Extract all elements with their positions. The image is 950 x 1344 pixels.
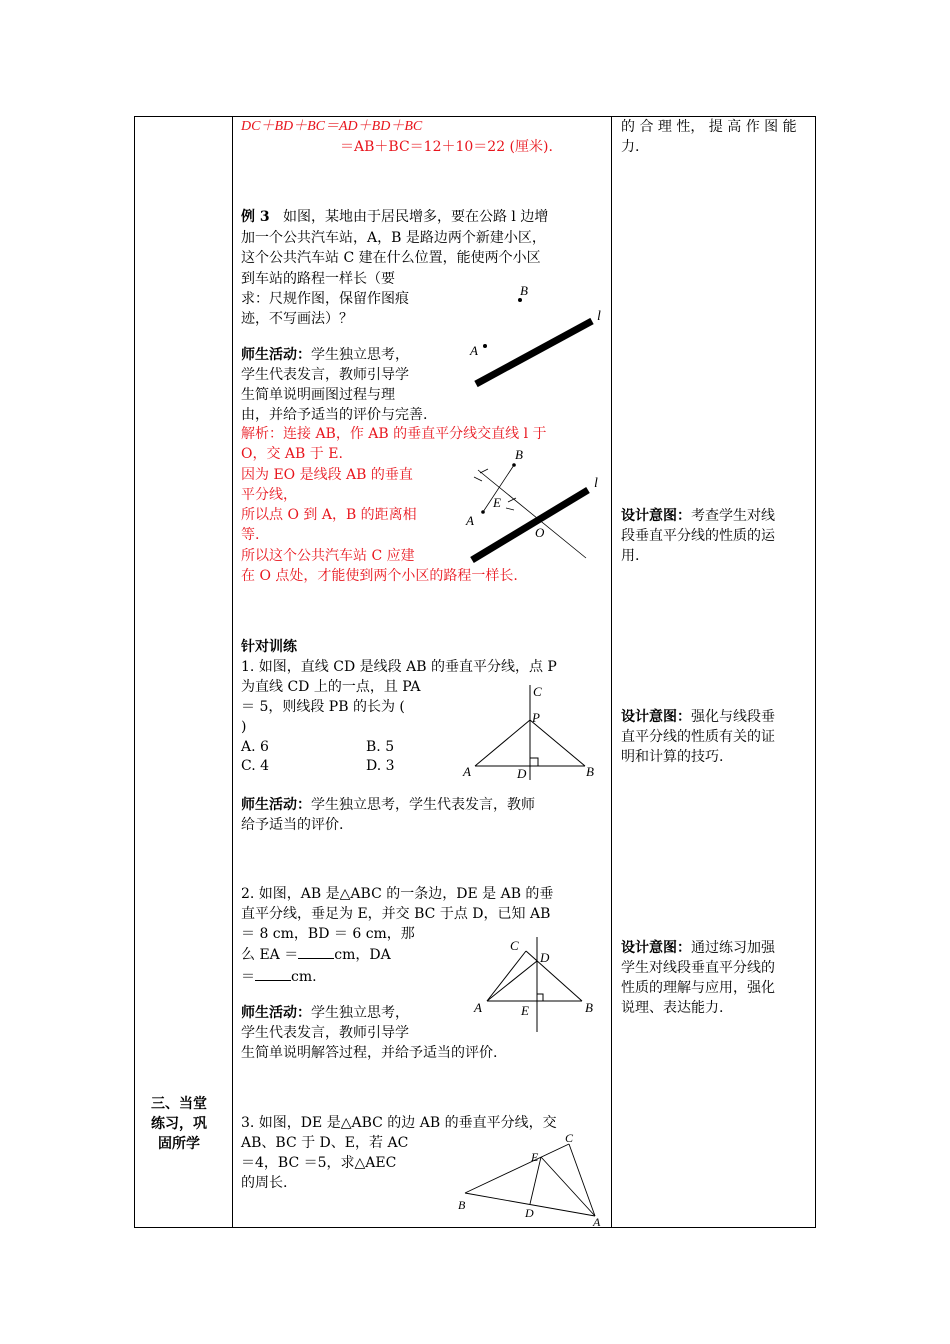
point-b bbox=[518, 298, 522, 302]
solution-line: 在 O 点处，才能使到两个小区的路程一样长. bbox=[241, 568, 518, 584]
label-d: D bbox=[525, 1206, 534, 1220]
answer-blank bbox=[298, 944, 334, 959]
activity-text-line: 由，并给予适当的评价与完善. bbox=[241, 407, 428, 423]
answer-blank bbox=[255, 966, 291, 981]
segment-de bbox=[530, 1157, 541, 1204]
activity-text-line: 学生独立思考， bbox=[311, 1005, 409, 1021]
segment-bc bbox=[465, 1144, 569, 1193]
example-3-text-line: 求：尺规作图，保留作图痕 bbox=[241, 291, 409, 307]
question-2-line: 2. 如图，AB 是△ABC 的一条边，DE 是 AB 的垂 bbox=[241, 886, 554, 902]
option-a: A. 6 bbox=[241, 739, 269, 755]
example-3-text-line: 加一个公共汽车站，A，B 是路边两个新建小区， bbox=[241, 230, 546, 246]
label-a: A bbox=[463, 764, 471, 779]
solution-line: 所以这个公共汽车站 C 应建 bbox=[241, 548, 415, 564]
calc-line-1: DC＋BD＋BC＝AD＋BD＋BC bbox=[241, 119, 423, 134]
design-cont-line: 力. bbox=[621, 139, 640, 155]
intent-line: 段垂直平分线的性质的运 bbox=[621, 528, 775, 544]
question-3-line: ＝4，BC ＝5，求△AEC bbox=[241, 1155, 397, 1171]
label-b: B bbox=[458, 1198, 466, 1212]
activity-text-line: 生简单说明解答过程，并给予适当的评价. bbox=[241, 1045, 498, 1061]
activity-text-line: 给予适当的评价. bbox=[241, 817, 344, 833]
label-b: B bbox=[515, 447, 523, 462]
solution-line: 等. bbox=[241, 527, 260, 543]
figure-road-ab bbox=[460, 280, 610, 390]
intent-line: 明和计算的技巧. bbox=[621, 749, 724, 765]
column-divider-2 bbox=[611, 117, 612, 1227]
label-a: A bbox=[470, 343, 478, 358]
right-angle-mark bbox=[530, 758, 538, 766]
point-a bbox=[481, 510, 485, 514]
label-a: A bbox=[474, 1000, 482, 1015]
activity-text-line: 学生代表发言，教师引导学 bbox=[241, 367, 409, 383]
question-2-line: ＝ bbox=[241, 969, 255, 985]
section-label-line-2: 练习，巩 bbox=[151, 1116, 207, 1132]
label-a: A bbox=[466, 513, 474, 528]
intent-line: 直平分线的性质有关的证 bbox=[621, 729, 775, 745]
calc-line-2: ＝AB＋BC＝12＋10＝22 (厘米). bbox=[340, 139, 553, 155]
activity-text-line: 生简单说明画图过程与理 bbox=[241, 387, 395, 403]
question-1-line: ＝ 5，则线段 PB 的长为 ( bbox=[241, 699, 405, 715]
road-line bbox=[476, 321, 592, 384]
intent-line: 强化与线段垂 bbox=[691, 709, 775, 725]
training-title: 针对训练 bbox=[241, 639, 297, 655]
segment-ad bbox=[487, 961, 537, 1001]
design-cont-line: 的 合 理 性， 提 高 作 图 能 bbox=[621, 119, 797, 135]
solution-line: 平分线， bbox=[241, 487, 297, 503]
example-3-text-line: 如图，某地由于居民增多，要在公路 l 边增 bbox=[282, 209, 549, 225]
example-3-text-line: 到车站的路程一样长（要 bbox=[241, 271, 395, 287]
figure-triangle-abc-de bbox=[470, 935, 610, 1035]
solution-line: 因为 EO 是线段 AB 的垂直 bbox=[241, 467, 413, 483]
activity-label: 师生活动： bbox=[241, 1005, 311, 1021]
intent-line: 说理、表达能力. bbox=[621, 1000, 724, 1016]
label-e: E bbox=[531, 1150, 539, 1164]
intent-line: 性质的理解与应用，强化 bbox=[621, 980, 775, 996]
solution-line: 所以点 O 到 A，B 的距离相 bbox=[241, 507, 417, 523]
label-l: l bbox=[597, 309, 601, 324]
label-o: O bbox=[535, 525, 545, 540]
intent-label: 设计意图： bbox=[621, 709, 691, 725]
question-1-line: ) bbox=[241, 719, 247, 735]
figure-triangle-apb bbox=[460, 680, 610, 785]
activity-label: 师生活动： bbox=[241, 797, 311, 813]
section-label-line-3: 固所学 bbox=[158, 1136, 200, 1152]
segment-pa bbox=[475, 720, 530, 766]
example-3-title: 例 3 bbox=[241, 209, 270, 225]
question-2-line: cm. bbox=[291, 969, 317, 985]
label-c: C bbox=[510, 938, 519, 953]
intent-line: 通过练习加强 bbox=[691, 940, 775, 956]
label-l: l bbox=[594, 476, 598, 491]
activity-text-line: 学生独立思考， bbox=[311, 347, 409, 363]
label-e: E bbox=[493, 495, 501, 510]
label-e: E bbox=[521, 1003, 529, 1018]
segment-ea bbox=[541, 1157, 595, 1216]
intent-label: 设计意图： bbox=[621, 508, 691, 524]
column-divider-1 bbox=[232, 117, 233, 1227]
label-b: B bbox=[585, 1000, 593, 1015]
label-d: D bbox=[540, 950, 550, 965]
section-label-line-1: 三、当堂 bbox=[151, 1096, 207, 1112]
activity-label: 师生活动： bbox=[241, 347, 311, 363]
option-c: C. 4 bbox=[241, 758, 270, 774]
label-a: A bbox=[593, 1215, 601, 1228]
question-2-line: ＝ 8 cm，BD ＝ 6 cm，那 bbox=[241, 926, 415, 942]
right-angle-mark bbox=[537, 994, 543, 1001]
question-1-line: 为直线 CD 上的一点，且 PA bbox=[241, 679, 421, 695]
label-b: B bbox=[520, 283, 528, 298]
segment-cb bbox=[526, 951, 582, 1001]
segment-ac bbox=[487, 951, 526, 1001]
option-b: B. 5 bbox=[366, 739, 395, 755]
question-1-line: 1. 如图，直线 CD 是线段 AB 的垂直平分线，点 P bbox=[241, 659, 557, 675]
activity-text-line: 学生代表发言，教师引导学 bbox=[241, 1025, 409, 1041]
question-3-line: 的周长. bbox=[241, 1175, 288, 1191]
label-b: B bbox=[586, 764, 594, 779]
question-2-line: cm，DA bbox=[334, 947, 391, 963]
intent-label: 设计意图： bbox=[621, 940, 691, 956]
example-3-text-line: 这个公共汽车站 C 建在什么位置，能使两个小区 bbox=[241, 250, 541, 266]
figure-construction bbox=[460, 445, 610, 585]
road-line bbox=[472, 490, 588, 560]
label-c: C bbox=[533, 684, 542, 699]
solution-line: 解析：连接 AB，作 AB 的垂直平分线交直线 l 于 bbox=[241, 426, 547, 442]
question-3-line: AB、BC 于 D、E，若 AC bbox=[241, 1135, 409, 1151]
question-2-line: 直平分线，垂足为 E，并交 BC 于点 D，已知 AB bbox=[241, 906, 551, 922]
figure-triangle-abc-de-2 bbox=[455, 1130, 610, 1228]
label-p: P bbox=[532, 710, 540, 725]
segment-ca bbox=[569, 1144, 595, 1216]
question-2-line: 么 EA ＝ bbox=[241, 947, 299, 963]
example-3-text-line: 迹，不写画法）？ bbox=[241, 311, 353, 327]
label-c: C bbox=[565, 1131, 574, 1145]
intent-line: 学生对线段垂直平分线的 bbox=[621, 960, 775, 976]
point-a bbox=[483, 344, 487, 348]
activity-text-line: 学生独立思考，学生代表发言，教师 bbox=[311, 797, 535, 813]
label-d: D bbox=[517, 766, 527, 781]
question-3-line: 3. 如图，DE 是△ABC 的边 AB 的垂直平分线，交 bbox=[241, 1115, 557, 1131]
intent-line: 考查学生对线 bbox=[691, 508, 775, 524]
option-d: D. 3 bbox=[366, 758, 395, 774]
point-b bbox=[512, 463, 516, 467]
solution-line: O，交 AB 于 E. bbox=[241, 446, 343, 462]
intent-line: 用. bbox=[621, 548, 640, 564]
